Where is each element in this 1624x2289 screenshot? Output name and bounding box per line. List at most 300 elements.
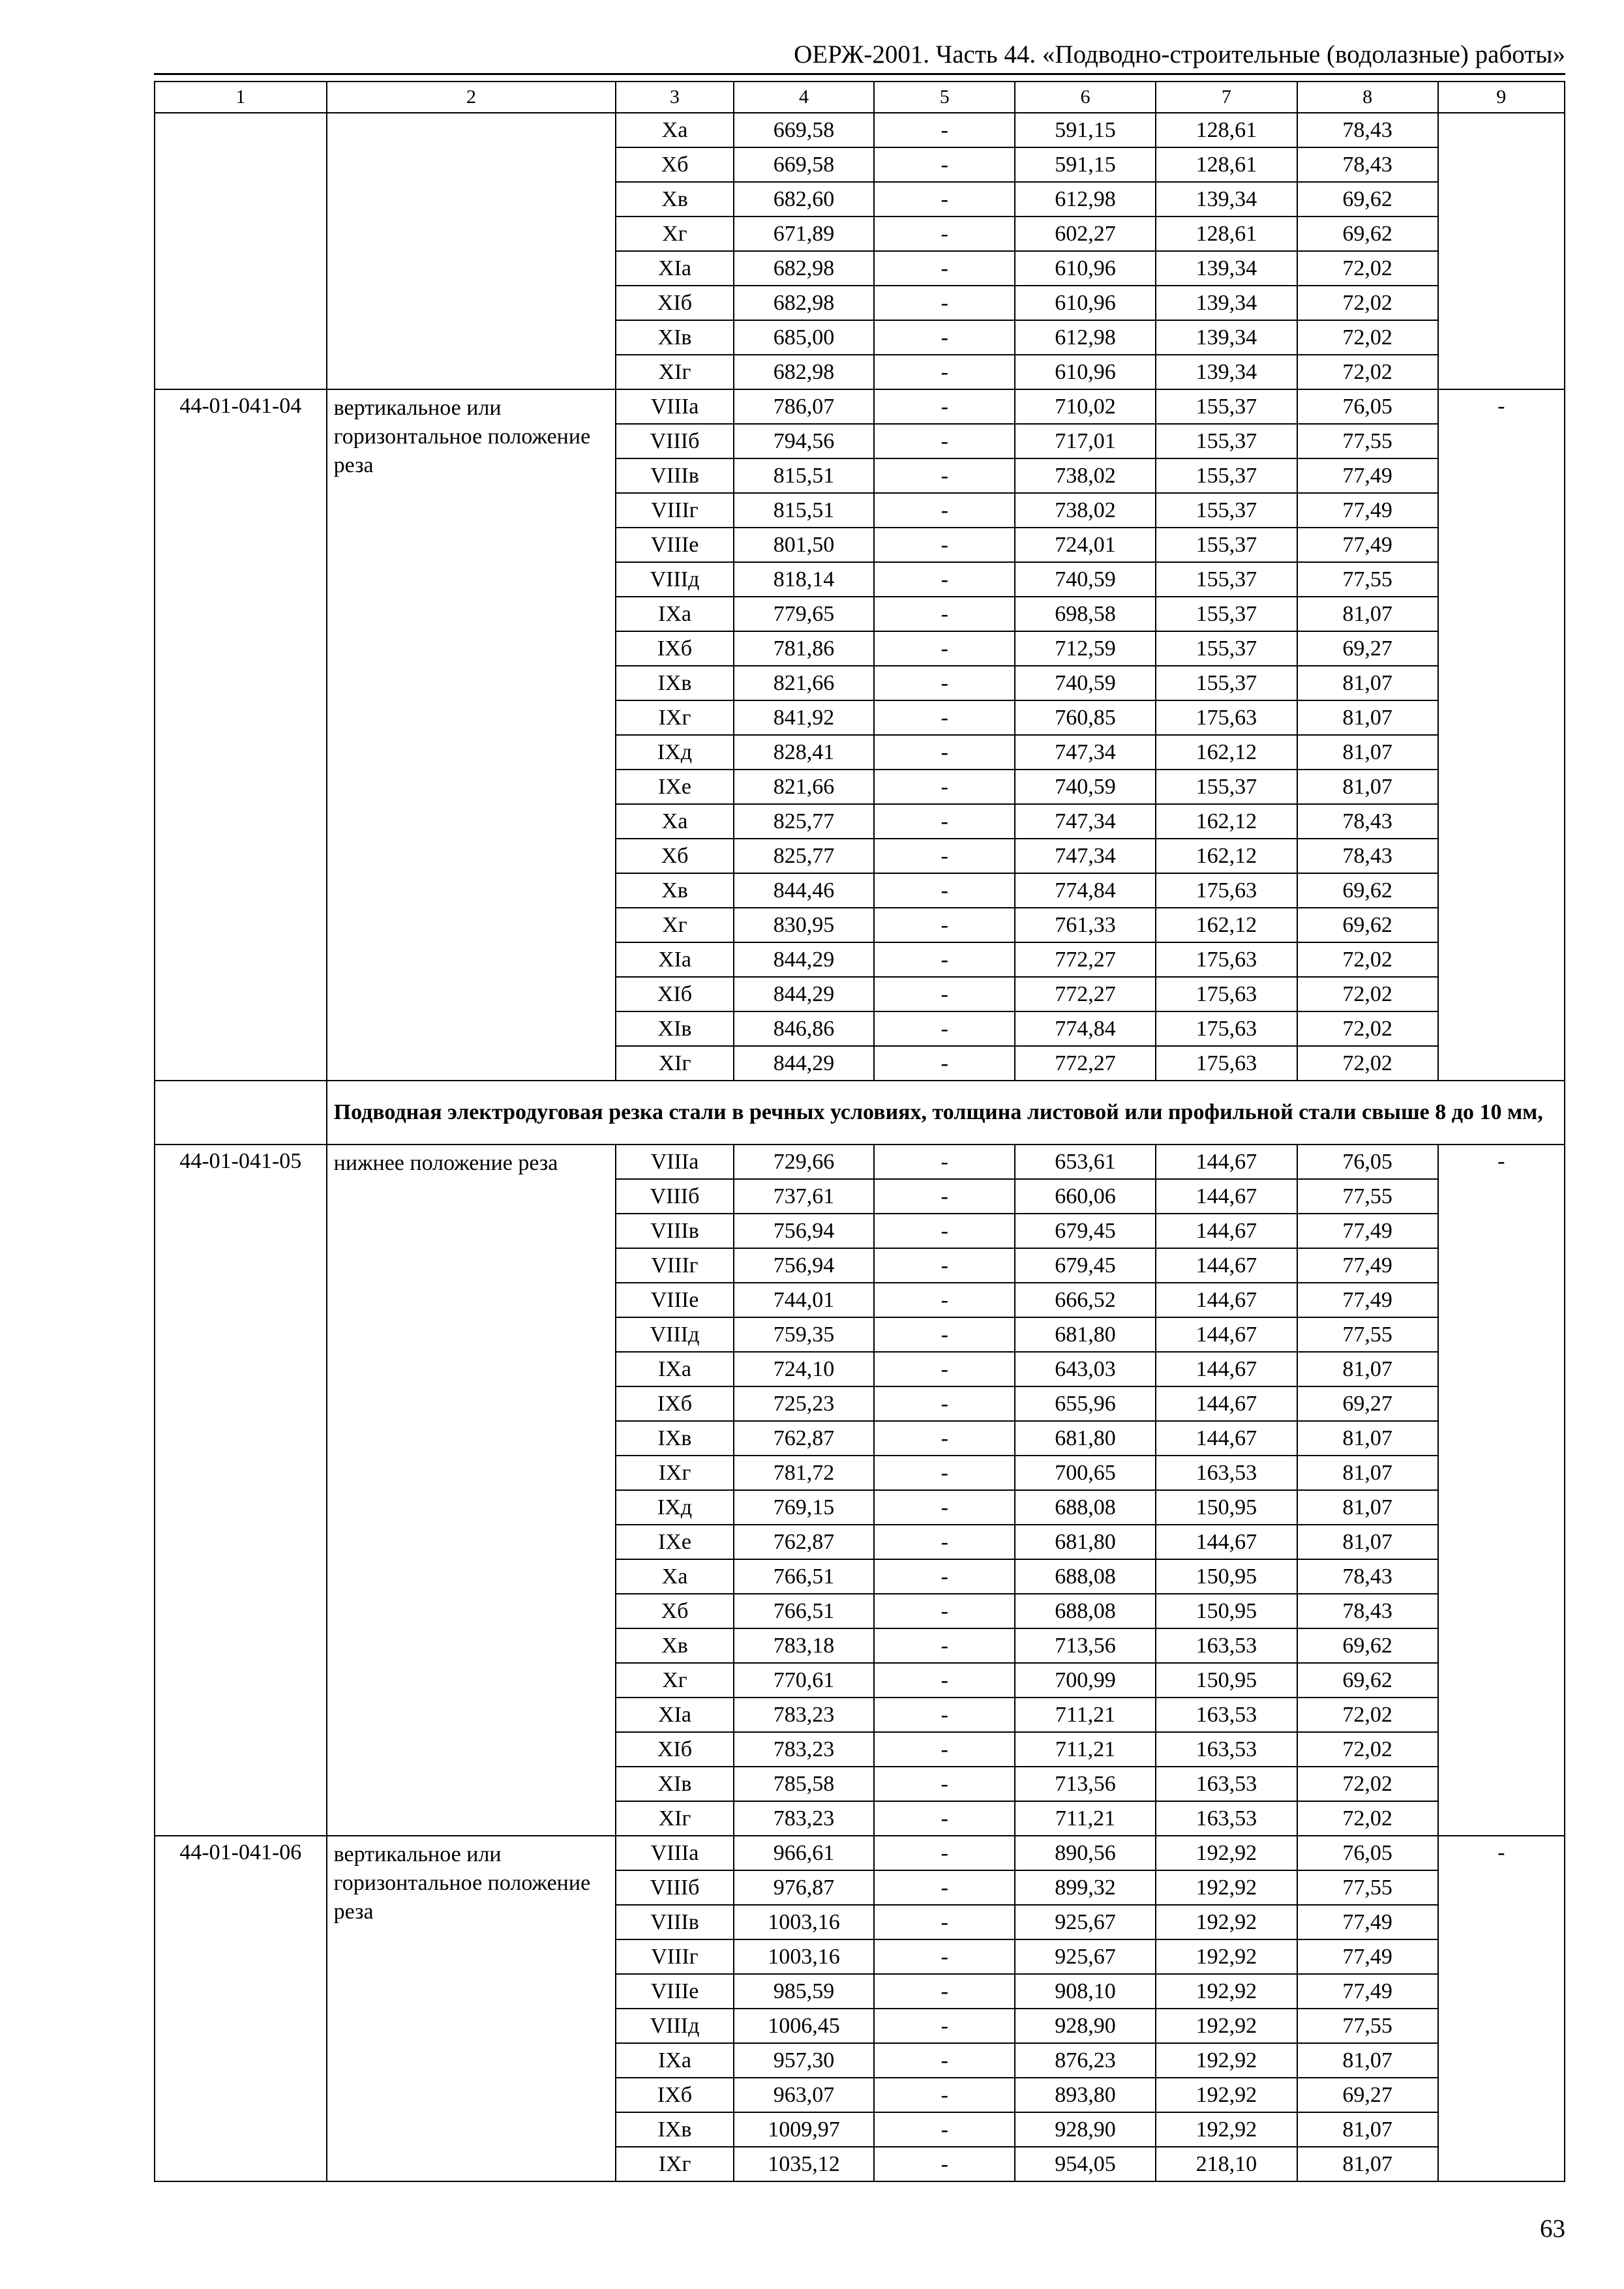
table-row (155, 1836, 1565, 1870)
machine-cost-cell: 747,34 (1015, 839, 1156, 873)
wage-cell: - (874, 1214, 1015, 1248)
grade-cell: VIIIв (616, 458, 733, 493)
total-cost-cell: 756,94 (734, 1248, 875, 1283)
materials-cell: 78,43 (1297, 113, 1438, 147)
machine-cost-cell: 712,59 (1015, 631, 1156, 666)
wage-cell: - (874, 2112, 1015, 2147)
grade-cell: Xв (616, 873, 733, 908)
total-cost-cell: 770,61 (734, 1663, 875, 1698)
materials-cell: 72,02 (1297, 1698, 1438, 1732)
grade-cell: IXе (616, 770, 733, 804)
machine-cost-cell: 591,15 (1015, 147, 1156, 182)
operator-wage-cell: 163,53 (1156, 1732, 1297, 1767)
operator-wage-cell: 155,37 (1156, 528, 1297, 562)
materials-cell: 76,05 (1297, 1144, 1438, 1179)
work-name-cell: вертикальное или горизонтальное положение реза (327, 389, 616, 1081)
machine-cost-cell: 653,61 (1015, 1144, 1156, 1179)
wage-cell: - (874, 804, 1015, 839)
column-number: 8 (1297, 82, 1438, 113)
wage-cell: - (874, 182, 1015, 217)
total-cost-cell: 729,66 (734, 1144, 875, 1179)
operator-wage-cell: 144,67 (1156, 1386, 1297, 1421)
section-heading-row (155, 1081, 1565, 1144)
total-cost-cell: 682,60 (734, 182, 875, 217)
total-cost-cell: 766,51 (734, 1559, 875, 1594)
machine-cost-cell: 954,05 (1015, 2147, 1156, 2181)
total-cost-cell: 844,29 (734, 1046, 875, 1081)
operator-wage-cell: 163,53 (1156, 1801, 1297, 1836)
wage-cell: - (874, 528, 1015, 562)
materials-cell: 77,55 (1297, 562, 1438, 597)
wage-cell: - (874, 1352, 1015, 1386)
grade-cell: XIг (616, 1801, 733, 1836)
total-cost-cell: 724,10 (734, 1352, 875, 1386)
code-cell (155, 113, 327, 389)
materials-cell: 77,55 (1297, 1870, 1438, 1905)
grade-cell: IXа (616, 2043, 733, 2078)
wage-cell: - (874, 355, 1015, 389)
grade-cell: VIIIг (616, 493, 733, 528)
operator-wage-cell: 218,10 (1156, 2147, 1297, 2181)
materials-cell: 77,49 (1297, 1905, 1438, 1939)
machine-cost-cell: 612,98 (1015, 182, 1156, 217)
grade-cell: Xг (616, 217, 733, 251)
operator-wage-cell: 144,67 (1156, 1179, 1297, 1214)
wage-cell: - (874, 700, 1015, 735)
materials-cell: 72,02 (1297, 355, 1438, 389)
grade-cell: IXг (616, 700, 733, 735)
grade-cell: IXб (616, 2078, 733, 2112)
operator-wage-cell: 139,34 (1156, 182, 1297, 217)
table-row (155, 1144, 1565, 1179)
materials-cell: 69,62 (1297, 1628, 1438, 1663)
operator-wage-cell: 155,37 (1156, 458, 1297, 493)
materials-cell: 81,07 (1297, 2043, 1438, 2078)
wage-cell: - (874, 320, 1015, 355)
grade-cell: VIIIб (616, 424, 733, 458)
section-blank-cell (155, 1081, 327, 1144)
machine-cost-cell: 688,08 (1015, 1559, 1156, 1594)
column-number: 4 (734, 82, 875, 113)
total-cost-cell: 801,50 (734, 528, 875, 562)
grade-cell: VIIIа (616, 389, 733, 424)
wage-cell: - (874, 1011, 1015, 1046)
wage-cell: - (874, 2043, 1015, 2078)
total-cost-cell: 844,29 (734, 942, 875, 977)
wage-cell: - (874, 1456, 1015, 1490)
materials-cell: 77,49 (1297, 1283, 1438, 1317)
materials-cell: 72,02 (1297, 1046, 1438, 1081)
grade-cell: VIIIд (616, 1317, 733, 1352)
grade-cell: VIIIе (616, 1283, 733, 1317)
wage-cell: - (874, 1317, 1015, 1352)
wage-cell: - (874, 942, 1015, 977)
total-cost-cell: 779,65 (734, 597, 875, 631)
machine-cost-cell: 612,98 (1015, 320, 1156, 355)
machine-cost-cell: 660,06 (1015, 1179, 1156, 1214)
materials-cell: 77,55 (1297, 1179, 1438, 1214)
grade-cell: VIIIд (616, 2009, 733, 2043)
materials-cell: 81,07 (1297, 1421, 1438, 1456)
machine-cost-cell: 928,90 (1015, 2112, 1156, 2147)
grade-cell: Xа (616, 804, 733, 839)
machine-cost-cell: 711,21 (1015, 1801, 1156, 1836)
operator-wage-cell: 155,37 (1156, 631, 1297, 666)
machine-cost-cell: 738,02 (1015, 493, 1156, 528)
machine-cost-cell: 679,45 (1015, 1248, 1156, 1283)
materials-cell: 78,43 (1297, 1594, 1438, 1628)
operator-wage-cell: 192,92 (1156, 1939, 1297, 1974)
machine-cost-cell: 643,03 (1015, 1352, 1156, 1386)
total-cost-cell: 744,01 (734, 1283, 875, 1317)
header-rule (154, 73, 1565, 75)
machine-cost-cell: 724,01 (1015, 528, 1156, 562)
machine-cost-cell: 610,96 (1015, 355, 1156, 389)
total-cost-cell: 766,51 (734, 1594, 875, 1628)
machine-cost-cell: 700,99 (1015, 1663, 1156, 1698)
wage-cell: - (874, 2078, 1015, 2112)
materials-cell: 77,49 (1297, 1974, 1438, 2009)
materials-cell: 72,02 (1297, 1767, 1438, 1801)
materials-cell: 72,02 (1297, 251, 1438, 286)
machine-cost-cell: 602,27 (1015, 217, 1156, 251)
machine-cost-cell: 591,15 (1015, 113, 1156, 147)
total-cost-cell: 786,07 (734, 389, 875, 424)
column-number: 3 (616, 82, 733, 113)
total-cost-cell: 762,87 (734, 1421, 875, 1456)
page-number: 63 (1540, 2215, 1565, 2243)
operator-wage-cell: 150,95 (1156, 1594, 1297, 1628)
total-cost-cell: 825,77 (734, 804, 875, 839)
materials-cell: 77,49 (1297, 1248, 1438, 1283)
note-cell (1438, 113, 1565, 389)
operator-wage-cell: 155,37 (1156, 389, 1297, 424)
operator-wage-cell: 144,67 (1156, 1214, 1297, 1248)
total-cost-cell: 825,77 (734, 839, 875, 873)
grade-cell: IXг (616, 1456, 733, 1490)
total-cost-cell: 844,46 (734, 873, 875, 908)
wage-cell: - (874, 908, 1015, 942)
materials-cell: 77,49 (1297, 1214, 1438, 1248)
total-cost-cell: 783,18 (734, 1628, 875, 1663)
grade-cell: VIIIб (616, 1870, 733, 1905)
machine-cost-cell: 681,80 (1015, 1525, 1156, 1559)
grade-cell: VIIIг (616, 1248, 733, 1283)
machine-cost-cell: 740,59 (1015, 666, 1156, 700)
wage-cell: - (874, 631, 1015, 666)
operator-wage-cell: 155,37 (1156, 770, 1297, 804)
grade-cell: Xа (616, 113, 733, 147)
machine-cost-cell: 610,96 (1015, 286, 1156, 320)
total-cost-cell: 785,58 (734, 1767, 875, 1801)
operator-wage-cell: 144,67 (1156, 1317, 1297, 1352)
operator-wage-cell: 192,92 (1156, 1870, 1297, 1905)
wage-cell: - (874, 1179, 1015, 1214)
materials-cell: 78,43 (1297, 804, 1438, 839)
total-cost-cell: 821,66 (734, 770, 875, 804)
machine-cost-cell: 688,08 (1015, 1594, 1156, 1628)
grade-cell: XIб (616, 977, 733, 1011)
materials-cell: 81,07 (1297, 1352, 1438, 1386)
column-number: 5 (874, 82, 1015, 113)
total-cost-cell: 957,30 (734, 2043, 875, 2078)
materials-cell: 72,02 (1297, 320, 1438, 355)
total-cost-cell: 759,35 (734, 1317, 875, 1352)
total-cost-cell: 963,07 (734, 2078, 875, 2112)
grade-cell: IXа (616, 597, 733, 631)
grade-cell: IXд (616, 735, 733, 770)
wage-cell: - (874, 113, 1015, 147)
materials-cell: 69,27 (1297, 1386, 1438, 1421)
machine-cost-cell: 899,32 (1015, 1870, 1156, 1905)
total-cost-cell: 682,98 (734, 355, 875, 389)
materials-cell: 77,49 (1297, 493, 1438, 528)
table-row (155, 113, 1565, 147)
work-name-cell: вертикальное или горизонтальное положение реза (327, 1836, 616, 2181)
materials-cell: 69,62 (1297, 873, 1438, 908)
wage-cell: - (874, 251, 1015, 286)
materials-cell: 72,02 (1297, 286, 1438, 320)
wage-cell: - (874, 1732, 1015, 1767)
grade-cell: XIа (616, 1698, 733, 1732)
materials-cell: 78,43 (1297, 147, 1438, 182)
wage-cell: - (874, 389, 1015, 424)
total-cost-cell: 841,92 (734, 700, 875, 735)
operator-wage-cell: 163,53 (1156, 1456, 1297, 1490)
total-cost-cell: 781,72 (734, 1456, 875, 1490)
wage-cell: - (874, 1836, 1015, 1870)
operator-wage-cell: 162,12 (1156, 839, 1297, 873)
machine-cost-cell: 740,59 (1015, 770, 1156, 804)
operator-wage-cell: 192,92 (1156, 2043, 1297, 2078)
total-cost-cell: 756,94 (734, 1214, 875, 1248)
grade-cell: IXб (616, 631, 733, 666)
grade-cell: IXг (616, 2147, 733, 2181)
wage-cell: - (874, 147, 1015, 182)
wage-cell: - (874, 562, 1015, 597)
total-cost-cell: 783,23 (734, 1801, 875, 1836)
wage-cell: - (874, 1525, 1015, 1559)
operator-wage-cell: 175,63 (1156, 1011, 1297, 1046)
total-cost-cell: 1006,45 (734, 2009, 875, 2043)
column-number: 7 (1156, 82, 1297, 113)
materials-cell: 81,07 (1297, 1490, 1438, 1525)
total-cost-cell: 682,98 (734, 251, 875, 286)
wage-cell: - (874, 424, 1015, 458)
machine-cost-cell: 666,52 (1015, 1283, 1156, 1317)
wage-cell: - (874, 286, 1015, 320)
machine-cost-cell: 698,58 (1015, 597, 1156, 631)
machine-cost-cell: 774,84 (1015, 1011, 1156, 1046)
grade-cell: VIIIв (616, 1214, 733, 1248)
total-cost-cell: 682,98 (734, 286, 875, 320)
note-cell: - (1438, 1836, 1565, 2181)
grade-cell: XIа (616, 251, 733, 286)
operator-wage-cell: 144,67 (1156, 1352, 1297, 1386)
wage-cell: - (874, 1421, 1015, 1456)
materials-cell: 77,55 (1297, 424, 1438, 458)
total-cost-cell: 737,61 (734, 1179, 875, 1214)
grade-cell: XIв (616, 1767, 733, 1801)
wage-cell: - (874, 1559, 1015, 1594)
wage-cell: - (874, 1248, 1015, 1283)
machine-cost-cell: 713,56 (1015, 1767, 1156, 1801)
operator-wage-cell: 175,63 (1156, 1046, 1297, 1081)
grade-cell: XIб (616, 286, 733, 320)
machine-cost-cell: 925,67 (1015, 1905, 1156, 1939)
total-cost-cell: 725,23 (734, 1386, 875, 1421)
grade-cell: VIIIе (616, 1974, 733, 2009)
wage-cell: - (874, 1698, 1015, 1732)
grade-cell: VIIIа (616, 1144, 733, 1179)
wage-cell: - (874, 1663, 1015, 1698)
grade-cell: Xб (616, 839, 733, 873)
machine-cost-cell: 772,27 (1015, 977, 1156, 1011)
operator-wage-cell: 192,92 (1156, 1974, 1297, 2009)
materials-cell: 78,43 (1297, 839, 1438, 873)
machine-cost-cell: 772,27 (1015, 1046, 1156, 1081)
grade-cell: IXа (616, 1352, 733, 1386)
grade-cell: IXб (616, 1386, 733, 1421)
wage-cell: - (874, 1046, 1015, 1081)
work-name-cell: нижнее положение реза (327, 1144, 616, 1836)
operator-wage-cell: 192,92 (1156, 1905, 1297, 1939)
machine-cost-cell: 717,01 (1015, 424, 1156, 458)
operator-wage-cell: 139,34 (1156, 251, 1297, 286)
wage-cell: - (874, 1386, 1015, 1421)
operator-wage-cell: 163,53 (1156, 1628, 1297, 1663)
operator-wage-cell: 128,61 (1156, 217, 1297, 251)
price-table (154, 81, 1565, 2182)
operator-wage-cell: 144,67 (1156, 1525, 1297, 1559)
materials-cell: 81,07 (1297, 2147, 1438, 2181)
machine-cost-cell: 760,85 (1015, 700, 1156, 735)
operator-wage-cell: 155,37 (1156, 666, 1297, 700)
materials-cell: 77,49 (1297, 458, 1438, 493)
operator-wage-cell: 150,95 (1156, 1663, 1297, 1698)
total-cost-cell: 830,95 (734, 908, 875, 942)
wage-cell: - (874, 2009, 1015, 2043)
machine-cost-cell: 713,56 (1015, 1628, 1156, 1663)
grade-cell: Xг (616, 1663, 733, 1698)
column-number: 1 (155, 82, 327, 113)
machine-cost-cell: 688,08 (1015, 1490, 1156, 1525)
operator-wage-cell: 139,34 (1156, 286, 1297, 320)
machine-cost-cell: 747,34 (1015, 804, 1156, 839)
materials-cell: 72,02 (1297, 1011, 1438, 1046)
materials-cell: 81,07 (1297, 1525, 1438, 1559)
wage-cell: - (874, 873, 1015, 908)
machine-cost-cell: 681,80 (1015, 1317, 1156, 1352)
total-cost-cell: 846,86 (734, 1011, 875, 1046)
materials-cell: 77,49 (1297, 528, 1438, 562)
total-cost-cell: 1003,16 (734, 1939, 875, 1974)
materials-cell: 77,49 (1297, 1939, 1438, 1974)
machine-cost-cell: 738,02 (1015, 458, 1156, 493)
code-cell: 44-01-041-06 (155, 1836, 327, 2181)
machine-cost-cell: 893,80 (1015, 2078, 1156, 2112)
materials-cell: 69,62 (1297, 182, 1438, 217)
operator-wage-cell: 162,12 (1156, 735, 1297, 770)
operator-wage-cell: 192,92 (1156, 2009, 1297, 2043)
grade-cell: VIIIа (616, 1836, 733, 1870)
operator-wage-cell: 144,67 (1156, 1248, 1297, 1283)
materials-cell: 77,55 (1297, 1317, 1438, 1352)
materials-cell: 81,07 (1297, 2112, 1438, 2147)
materials-cell: 81,07 (1297, 1456, 1438, 1490)
total-cost-cell: 818,14 (734, 562, 875, 597)
wage-cell: - (874, 493, 1015, 528)
total-cost-cell: 669,58 (734, 113, 875, 147)
operator-wage-cell: 139,34 (1156, 355, 1297, 389)
grade-cell: Xа (616, 1559, 733, 1594)
materials-cell: 69,27 (1297, 2078, 1438, 2112)
materials-cell: 81,07 (1297, 700, 1438, 735)
materials-cell: 81,07 (1297, 770, 1438, 804)
grade-cell: Xб (616, 147, 733, 182)
operator-wage-cell: 155,37 (1156, 562, 1297, 597)
operator-wage-cell: 144,67 (1156, 1144, 1297, 1179)
total-cost-cell: 815,51 (734, 493, 875, 528)
machine-cost-cell: 925,67 (1015, 1939, 1156, 1974)
materials-cell: 69,62 (1297, 908, 1438, 942)
machine-cost-cell: 761,33 (1015, 908, 1156, 942)
wage-cell: - (874, 1628, 1015, 1663)
column-number: 6 (1015, 82, 1156, 113)
section-heading: Подводная электродуговая резка стали в речных условиях, толщина листовой или профильной стали свыше 8 до 10 мм, (327, 1081, 1565, 1144)
operator-wage-cell: 192,92 (1156, 2078, 1297, 2112)
total-cost-cell: 783,23 (734, 1698, 875, 1732)
total-cost-cell: 685,00 (734, 320, 875, 355)
machine-cost-cell: 740,59 (1015, 562, 1156, 597)
wage-cell: - (874, 1905, 1015, 1939)
machine-cost-cell: 610,96 (1015, 251, 1156, 286)
note-cell: - (1438, 389, 1565, 1081)
grade-cell: Xв (616, 182, 733, 217)
grade-cell: Xв (616, 1628, 733, 1663)
machine-cost-cell: 876,23 (1015, 2043, 1156, 2078)
machine-cost-cell: 908,10 (1015, 1974, 1156, 2009)
total-cost-cell: 762,87 (734, 1525, 875, 1559)
machine-cost-cell: 711,21 (1015, 1732, 1156, 1767)
grade-cell: XIв (616, 320, 733, 355)
grade-cell: VIIIб (616, 1179, 733, 1214)
materials-cell: 72,02 (1297, 977, 1438, 1011)
code-cell: 44-01-041-04 (155, 389, 327, 1081)
machine-cost-cell: 711,21 (1015, 1698, 1156, 1732)
wage-cell: - (874, 1144, 1015, 1179)
machine-cost-cell: 747,34 (1015, 735, 1156, 770)
machine-cost-cell: 928,90 (1015, 2009, 1156, 2043)
grade-cell: IXв (616, 2112, 733, 2147)
operator-wage-cell: 155,37 (1156, 493, 1297, 528)
operator-wage-cell: 163,53 (1156, 1767, 1297, 1801)
machine-cost-cell: 681,80 (1015, 1421, 1156, 1456)
materials-cell: 69,62 (1297, 1663, 1438, 1698)
operator-wage-cell: 128,61 (1156, 113, 1297, 147)
materials-cell: 76,05 (1297, 1836, 1438, 1870)
column-number-row (155, 82, 1565, 113)
work-name-cell (327, 113, 616, 389)
materials-cell: 81,07 (1297, 735, 1438, 770)
total-cost-cell: 976,87 (734, 1870, 875, 1905)
wage-cell: - (874, 1939, 1015, 1974)
wage-cell: - (874, 1490, 1015, 1525)
materials-cell: 72,02 (1297, 1801, 1438, 1836)
grade-cell: VIIIв (616, 1905, 733, 1939)
total-cost-cell: 794,56 (734, 424, 875, 458)
operator-wage-cell: 144,67 (1156, 1283, 1297, 1317)
